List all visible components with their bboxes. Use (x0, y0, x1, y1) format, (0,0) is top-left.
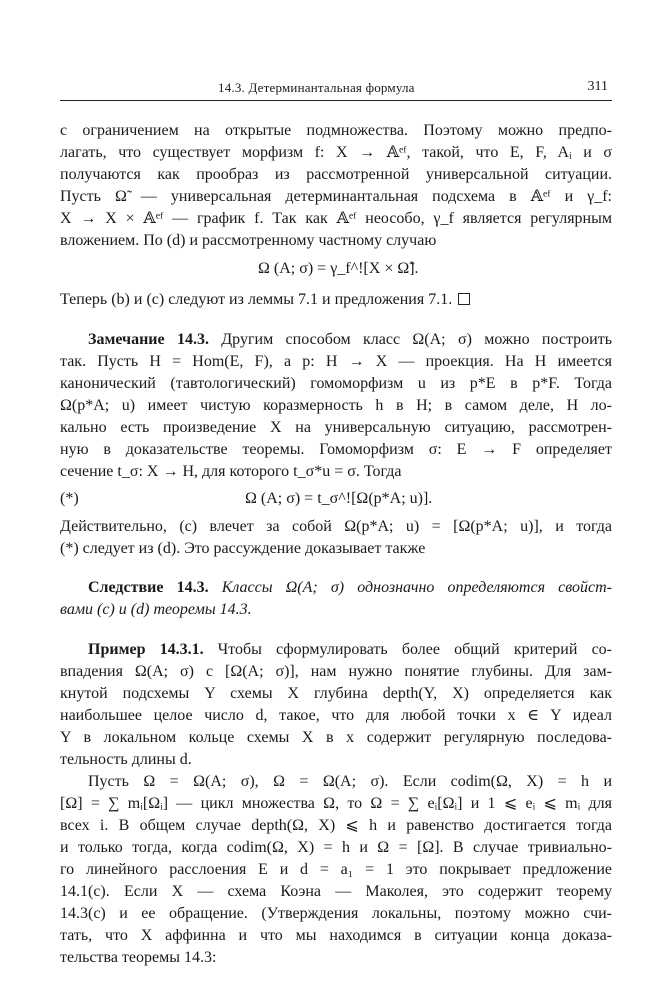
text-line: тельства теоремы 14.3: (60, 949, 217, 966)
text-line: так. Пусть H = Hom(E, F), а p: H → X — проекция. На H имеется (60, 353, 612, 370)
formula-omega-t: Ω (A; σ) = t_σ^![Ω(p*A; u)]. (245, 490, 433, 507)
text-line: канонический (тавтологический) гомоморфизм u из p*E в p*F. Тогда (60, 375, 612, 392)
text-line: Пусть Ω = Ω(A; σ), Ω = Ω(A; σ). Если codim(Ω, X) = h и (88, 773, 612, 790)
text-segment: Классы Ω(A; σ) однозначно определяются свойст- (208, 579, 612, 596)
text-line: 14.3(c) и ее обращение. (Утверждения локальны, поэтому можно счи- (60, 905, 612, 922)
text-segment: Теперь (b) и (c) следуют из леммы 7.1 и предложения 7.1. (60, 291, 453, 308)
text-line: вложением. По (d) и рассмотренному частному случаю (60, 232, 437, 249)
text-line: го линейного расслоения E и d = a₁ = 1 это покрывает предложение (60, 861, 612, 878)
section-title: 14.3. Детерминантальная формула (218, 80, 415, 95)
text-line: Пусть Ω̃ — универсальная детерминантальная подсхема в 𝔸ᵉᶠ и γ_f: (60, 188, 612, 205)
text-segment: вами (c) и (d) теоремы 14.3. (60, 601, 252, 618)
text-segment: Чтобы сформулировать более общий критерий со- (203, 641, 613, 658)
text-line: кнутой подсхемы Y схемы X глубина depth(Y, X) определяется как (60, 685, 612, 702)
text-line: всех i. В общем случае depth(Ω, X) ⩽ h и равенство достигается тогда (60, 817, 612, 834)
remark-label: Замечание 14.3. (88, 331, 209, 348)
text-line: Y в локальном кольце схемы X в x содержит регулярную последова- (60, 729, 612, 746)
text-line: получаются как прообраз из рассмотренной универсальной ситуации. (60, 166, 612, 183)
text-line: [Ω] = ∑ mᵢ[Ωᵢ] — цикл множества Ω, то Ω = ∑ eᵢ[Ωᵢ] и 1 ⩽ eᵢ ⩽ mᵢ для (60, 795, 612, 812)
text-line: кально есть произведение X на универсальную ситуацию, рассмотрен- (60, 419, 612, 436)
equation-label: (*) (60, 490, 79, 507)
page-number: 311 (587, 79, 608, 94)
corollary-label: Следствие 14.3. (88, 579, 209, 596)
text-line: и только тогда, когда codim(Ω, X) = h и Ω = [Ω]. В случае тривиально- (60, 839, 612, 856)
formula-omega-gamma: Ω (A; σ) = γ_f^![X × Ω̃]. (258, 260, 419, 277)
example-label: Пример 14.3.1. (88, 641, 204, 658)
text-line: лагать, что существует морфизм f: X → 𝔸ᵉᶠ, такой, что E, F, Aᵢ и σ (60, 144, 612, 161)
example-first-line (60, 640, 612, 660)
text-line: впадения Ω(A; σ) с [Ω(A; σ)], нам нужно понятие глубины. Для зам- (60, 663, 612, 680)
corollary-first-line (60, 578, 612, 598)
text-line: с ограничением на открытые подмножества. Поэтому можно предпо- (60, 122, 612, 139)
qed-icon (458, 293, 470, 305)
text-line: (*) следует из (d). Это рассуждение доказывает также (60, 540, 426, 557)
text-line: Ω(p*A; u) имеет чистую коразмерность h в H; в самом деле, H ло- (60, 397, 612, 414)
text-line: X → X × 𝔸ᵉᶠ — график f. Так как 𝔸ᵉᶠ неособо, γ_f является регулярным (60, 210, 612, 227)
text-line: ную в доказательстве теоремы. Гомоморфизм σ: E → F определяет (60, 441, 612, 458)
text-line: тельность длины d. (60, 751, 192, 768)
text-line: Действительно, (c) влечет за собой Ω(p*A; u) = [Ω(p*A; u)], и тогда (60, 518, 612, 535)
running-header (60, 78, 612, 101)
remark-first-line (60, 330, 612, 350)
text-line: наибольшее целое число d, такое, что для любой точки x ∈ Y идеал (60, 707, 612, 724)
text-line (60, 600, 612, 620)
text-line: 14.1(c). Если X — схема Коэна — Маколея, это содержит теорему (60, 883, 612, 900)
text-line: тать, что X аффинна и что мы находимся в ситуации конца доказа- (60, 927, 612, 944)
text-segment: Другим способом класс Ω(A; σ) можно построить (208, 331, 612, 348)
text-line (60, 290, 612, 310)
text-line: сечение t_σ: X → H, для которого t_σ*u = σ. Тогда (60, 463, 402, 480)
